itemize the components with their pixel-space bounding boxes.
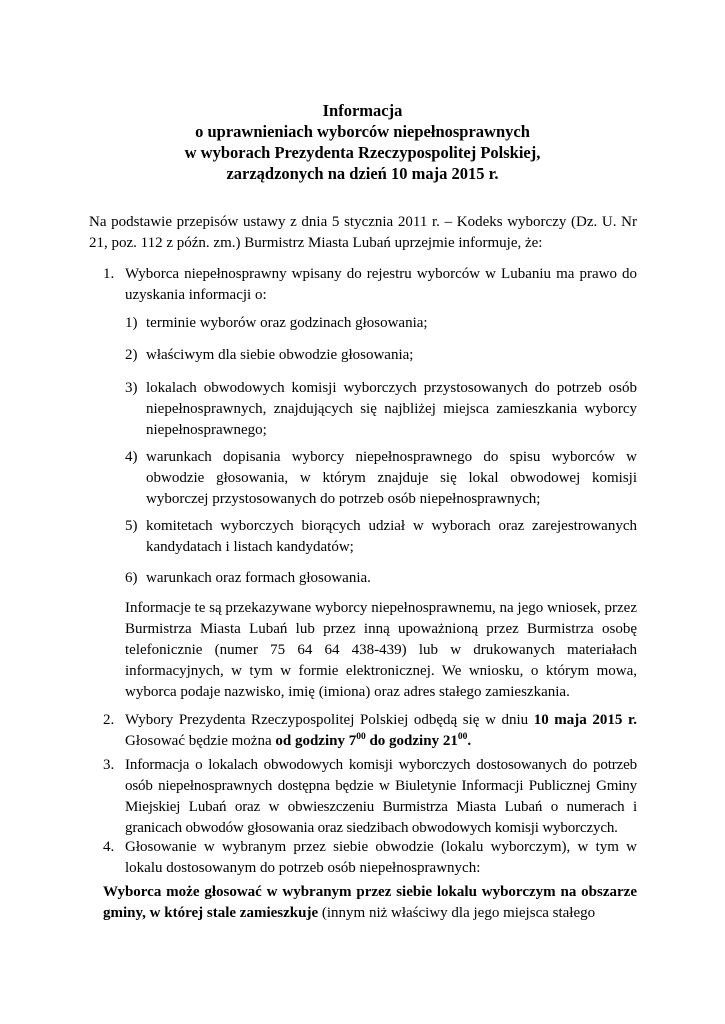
voting-from-minutes: 00 (356, 732, 366, 742)
voting-from: od godziny 7 (275, 733, 357, 749)
closing-bold-text: Wyborca może głosować w wybranym przez siebie lokalu wyborczym na obszarze gminy, w której stale zamieszkuje (103, 884, 637, 921)
subpoint-3-text: lokalach obwodowych komisji wyborczych przystosowanych do potrzeb osób niepełnosprawnych, znajdujących się najbliżej miejsca zamieszkania wyborcy niepełnosprawnego; (146, 380, 637, 438)
subpoint-5-number: 5) (125, 518, 138, 534)
intro-paragraph: Na podstawie przepisów ustawy z dnia 5 stycznia 2011 r. – Kodeks wyborczy (Dz. U. Nr 21, poz. 112 z późn. zm.) Burmistrz Miasta Lubań uprzejmie informuje, że: (89, 214, 637, 251)
election-date: 10 maja 2015 r. (533, 712, 637, 728)
point-1-note: Informacje te są przekazywane wyborcy niepełnosprawnemu, na jego wniosek, przez Burmistrza Miasta Lubań lub przez inną upoważnioną przez Burmistrza osobę telefonicznie (numer 75 64 64 438-439) lub w drukowanych materiałach informacyjnych, w tym w formie elektronicznej. We wniosku, o którym mowa, wyborca podaje nazwisko, imię (imiona) oraz adres stałego zamieszkania. (125, 600, 637, 700)
point-2-text (125, 710, 637, 752)
subpoint-6-text: warunkach oraz formach głosowania. (146, 570, 371, 586)
subpoint-1-text: terminie wyborów oraz godzinach głosowania; (146, 315, 428, 331)
point-4-number: 4. (103, 839, 115, 855)
subpoint-2-text: właściwym dla siebie obwodzie głosowania; (146, 347, 414, 363)
title-line-1: Informacja (322, 101, 403, 120)
subpoint-4-text: warunkach dopisania wyborcy niepełnosprawnego do spisu wyborców w obwodzie głosowania, w którym znajduje się lokal obwodowej komisji wyborczej przystosowanych do potrzeb osób niepełnosprawnych; (146, 449, 637, 507)
point-2-vote-label: Głosować będzie można (125, 733, 276, 749)
title-line-3: w wyborach Prezydenta Rzeczypospolitej Polskiej, (184, 143, 541, 162)
title-line-4: zarządzonych na dzień 10 maja 2015 r. (226, 164, 499, 183)
closing-normal-text: (innym niż właściwy dla jego miejsca stałego (318, 905, 596, 921)
subpoint-5-text: komitetach wyborczych biorących udział w wyborach oraz zarejestrowanych kandydatach i listach kandydatów; (146, 518, 637, 555)
point-1-text: Wyborca niepełnosprawny wpisany do rejestru wyborców w Lubaniu ma prawo do uzyskania informacji o: (125, 266, 637, 303)
subpoint-1-number: 1) (125, 315, 138, 331)
point-3-number: 3. (103, 757, 115, 773)
voting-end: . (467, 733, 472, 749)
title-line-2: o uprawnieniach wyborców niepełnosprawnych (195, 122, 530, 141)
point-2-line-1 (125, 710, 637, 731)
point-2-line-2 (125, 731, 637, 752)
voting-to-minutes: 00 (457, 732, 468, 742)
subpoint-3-number: 3) (125, 380, 138, 396)
point-4-text: Głosowanie w wybranym przez siebie obwodzie (lokalu wyborczym), w tym w lokalu dostosowanym do potrzeb osób niepełnosprawnych: (125, 839, 637, 876)
point-1-number: 1. (103, 266, 115, 282)
document-title (100, 100, 625, 184)
voting-to: do godziny 21 (365, 733, 458, 749)
point-2-number: 2. (103, 712, 115, 728)
point-2-intro: Wybory Prezydenta Rzeczypospolitej Polskiej odbędą się w dniu (125, 712, 534, 728)
closing-paragraph (103, 882, 637, 924)
voting-hours (275, 733, 471, 749)
subpoint-2-number: 2) (125, 347, 138, 363)
subpoint-4-number: 4) (125, 449, 138, 465)
subpoint-6-number: 6) (125, 570, 138, 586)
point-3-text: Informacja o lokalach obwodowych komisji wyborczych dostosowanych do potrzeb osób niepełnosprawnych dostępna będzie w Biuletynie Informacji Publicznej Gminy Miejskiej Lubań oraz w obwieszczeniu Burmistrza Miasta Lubań o numerach i granicach obwodów głosowania oraz siedzibach obwodowych komisji wyborczych. (125, 757, 637, 836)
